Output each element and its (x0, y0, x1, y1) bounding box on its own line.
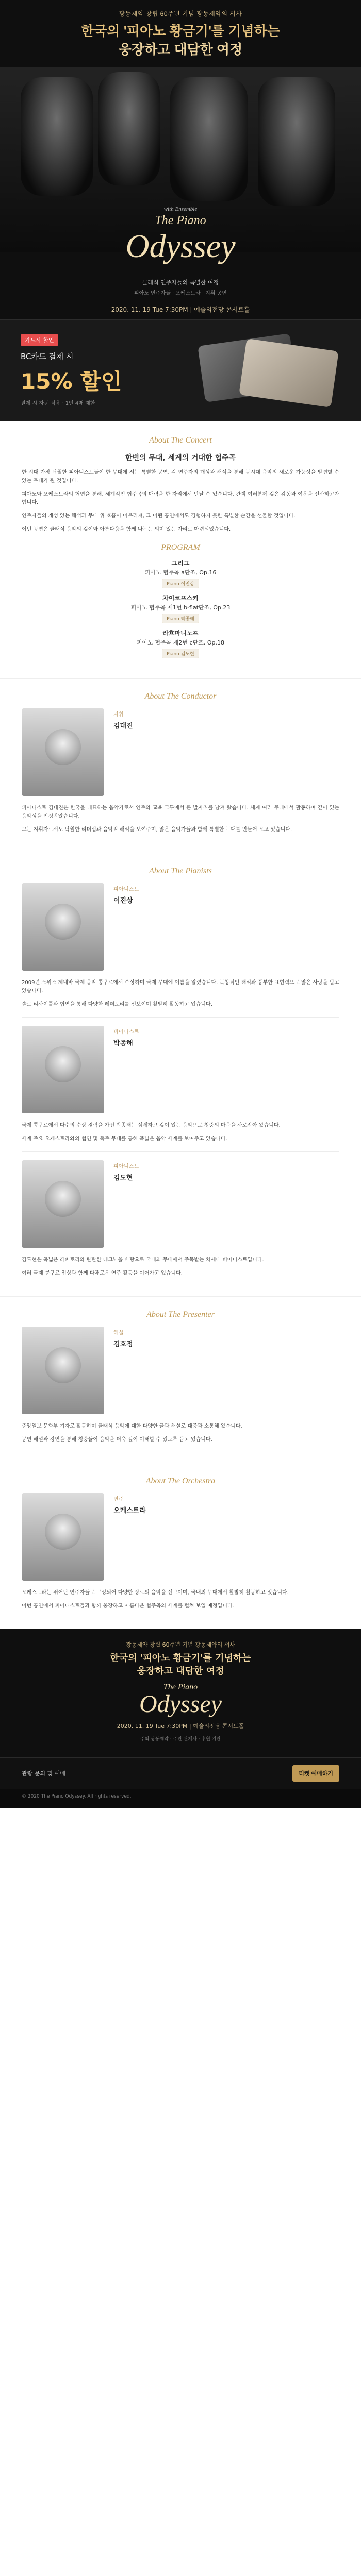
discount-section (0, 319, 361, 421)
concert-headline: 한번의 무대, 세계의 거대한 협주곡 (125, 454, 236, 462)
tail-headline-line-1: 한국의 '피아노 황금기'를 기념하는 (110, 1653, 251, 1664)
concert-paragraph: 피아노와 오케스트라의 협연을 통해, 세계적인 협주곡의 매력을 한 자리에서 만날 수 있습니다. 관객 여러분께 깊은 감동과 여운을 선사하고자 합니다. (22, 492, 339, 505)
person-role: 피아니스트 (113, 1164, 140, 1170)
hero-ensemble-label: with Ensemble (163, 206, 198, 212)
conductor-section (0, 678, 361, 853)
program-item (22, 594, 339, 623)
program-item (22, 558, 339, 588)
performer-photo-1 (21, 77, 93, 196)
discount-note: 결제 시 자동 적용 · 1인 4매 제한 (21, 401, 95, 406)
discount-text (21, 334, 184, 406)
tail-top-line: 광동제약 창립 60주년 기념 광동제약의 서사 (125, 1641, 236, 1648)
concert-paragraph: 연주자들의 개성 있는 해석과 무대 위 호흡이 어우러져, 그 어떤 공연에서도 경험하지 못한 특별한 순간을 선물할 것입니다. (22, 513, 296, 519)
person-role: 지휘 (113, 712, 124, 718)
orchestra-paragraph: 이번 공연에서 피아니스트들과 함께 웅장하고 아름다운 협주곡의 세계를 펼쳐 보일 예정입니다. (22, 1603, 234, 1609)
program-composer: 그리그 (171, 560, 190, 567)
program-piece: 피아노 협주곡 제2번 c단조, Op.18 (137, 639, 224, 646)
person-name: 오케스트라 (113, 1507, 146, 1515)
pianist-card (22, 1026, 339, 1113)
conductor-paragraph: 그는 지휘자로서도 탁월한 리더십과 음악적 해석을 보여주며, 많은 음악가들과 함께 특별한 무대를 만들어 오고 있습니다. (22, 827, 292, 833)
orchestra-paragraph: 오케스트라는 뛰어난 연주자들로 구성되어 다양한 장르의 음악을 선보이며, 국내외 무대에서 활발히 활동하고 있습니다. (22, 1590, 289, 1596)
tail-date: 2020. 11. 19 Tue 7:30PM | 예술의전당 콘서트홀 (117, 1723, 244, 1730)
discount-percent: 15% 할인 (21, 369, 122, 394)
conductor-info (113, 708, 339, 730)
hero-headline (0, 22, 361, 59)
pianist-paragraph: 세계 주요 오케스트라와의 협연 및 독주 무대를 통해 폭넓은 음악 세계를 보여주고 있습니다. (22, 1136, 227, 1142)
hero-headline-line-1: 한국의 '피아노 황금기'를 기념하는 (81, 23, 280, 39)
orchestra-info (113, 1493, 339, 1515)
pianists-section (0, 853, 361, 1296)
program-piece: 피아노 협주곡 제1번 b-flat단조, Op.23 (130, 604, 231, 611)
pianist-paragraph: 여러 국제 콩쿠르 입상과 함께 다채로운 연주 활동을 이어가고 있습니다. (22, 1270, 183, 1276)
performer-photo-3 (170, 77, 248, 201)
pianist-paragraph: 김도현은 폭넓은 레퍼토리와 탄탄한 테크닉을 바탕으로 국내외 무대에서 주목받는 차세대 피아니스트입니다. (22, 1257, 264, 1263)
pianist-info (113, 1160, 339, 1182)
concert-paragraph: 한 시대 가장 탁월한 피아니스트들이 한 무대에 서는 특별한 공연. 각 연주자의 개성과 해석을 통해 동시대 음악의 새로운 가능성을 발견할 수 있는 무대가 될 것입니다. (22, 470, 339, 484)
hero-credits: 피아노 연주자들 · 오케스트라 · 지휘 공연 (134, 291, 227, 296)
person-name: 이진상 (113, 897, 133, 905)
presenter-paragraph: 공연 해설과 강연을 통해 청중들이 음악을 더욱 깊이 이해할 수 있도록 돕고 있습니다. (22, 1437, 212, 1443)
divider (22, 1151, 339, 1152)
tail-brand (22, 1683, 339, 1717)
orchestra-title: About The Orchestra (145, 1477, 216, 1485)
brand-small: The Piano (155, 214, 206, 227)
hero-top-line: 광동제약 창립 60주년 기념 광동제약의 서사 (119, 10, 242, 18)
performer-photo-4 (258, 77, 335, 206)
discount-title: BC카드 결제 시 (21, 352, 74, 361)
performer-photo-2 (98, 72, 160, 185)
ticket-button[interactable]: 티켓 예매하기 (292, 1765, 339, 1782)
conductor-title: About The Conductor (144, 692, 217, 701)
brand-big: Odyssey (125, 228, 236, 264)
conductor-photo (22, 708, 104, 796)
hero-headline-line-2: 웅장하고 대담한 여정 (118, 42, 243, 58)
program-composer: 라흐마니노프 (162, 630, 199, 637)
hero-section (0, 0, 361, 319)
person-name: 김도현 (113, 1174, 133, 1182)
person-role: 피아니스트 (113, 887, 140, 892)
person-name: 박종해 (113, 1040, 133, 1047)
ticket-label: 관람 문의 및 예매 (22, 1770, 65, 1777)
pianist-photo (22, 1026, 104, 1113)
concert-section (0, 421, 361, 678)
footer: © 2020 The Piano Odyssey. All rights reserved. (0, 1789, 361, 1808)
program-composer: 차이코프스키 (162, 595, 199, 602)
pianist-info (113, 883, 339, 905)
person-role: 피아니스트 (113, 1029, 140, 1035)
presenter-section (0, 1296, 361, 1463)
card-visual (196, 340, 340, 401)
conductor-card (22, 708, 339, 796)
orchestra-section (0, 1463, 361, 1629)
person-name: 김호정 (113, 1341, 133, 1348)
program-player-badge: Piano 이진상 (162, 579, 199, 588)
concert-title: About The Concert (149, 436, 212, 445)
pianist-info (113, 1026, 339, 1047)
program-player-badge: Piano 김도현 (162, 649, 199, 658)
orchestra-card (22, 1493, 339, 1581)
person-name: 김대진 (113, 722, 133, 730)
tail-footer: 주최 광동제약 · 주관 관계사 · 후원 기관 (140, 1737, 221, 1742)
program-item (22, 629, 339, 658)
presenter-photo (22, 1327, 104, 1414)
presenter-title: About The Presenter (146, 1310, 215, 1319)
program-player-badge: Piano 박종해 (162, 614, 199, 623)
pianist-card (22, 883, 339, 971)
hero-brand (0, 214, 361, 263)
presenter-info (113, 1327, 339, 1348)
conductor-paragraph: 피아니스트 김대진은 한국을 대표하는 음악가로서 연주와 교육 모두에서 큰 발자취를 남겨 왔습니다. 세계 여러 무대에서 활동하며 깊이 있는 음악성을 인정받았습니다. (22, 805, 339, 819)
hero-subtitle: 클래식 연주자들의 특별한 여정 (142, 279, 219, 286)
pianist-paragraph: 2009년 스위스 제네바 국제 음악 콩쿠르에서 수상하며 국제 무대에 이름을 알렸습니다. 독창적인 해석과 풍부한 표현력으로 많은 사랑을 받고 있습니다. (22, 980, 339, 994)
pianist-paragraph: 솔로 리사이틀과 협연을 통해 다양한 레퍼토리를 선보이며 활발히 활동하고 있습니다. (22, 1002, 212, 1007)
person-role: 해설 (113, 1330, 124, 1336)
tail-brand-small: The Piano (163, 1683, 198, 1692)
pianist-photo (22, 1160, 104, 1248)
program-title: PROGRAM (161, 543, 200, 552)
tail-section (0, 1629, 361, 1757)
presenter-paragraph: 중앙일보 문화부 기자로 활동하며 클래식 음악에 대한 다양한 글과 해설로 대중과 소통해 왔습니다. (22, 1423, 242, 1429)
ticket-bar (0, 1757, 361, 1789)
credit-card-graphic (239, 338, 339, 408)
concert-paragraph: 이번 공연은 클래식 음악의 깊이와 아름다움을 함께 나누는 의미 있는 자리로 마련되었습니다. (22, 527, 231, 532)
program-piece: 피아노 협주곡 a단조, Op.16 (144, 569, 217, 576)
pianist-paragraph: 국제 콩쿠르에서 다수의 수상 경력을 가진 박종해는 섬세하고 깊이 있는 음악으로 청중의 마음을 사로잡아 왔습니다. (22, 1123, 281, 1128)
pianists-title: About The Pianists (149, 867, 212, 875)
pianist-card (22, 1160, 339, 1248)
pianist-photo (22, 883, 104, 971)
discount-badge: 카드사 할인 (21, 334, 58, 346)
hero-date: 2020. 11. 19 Tue 7:30PM | 예술의전당 콘서트홀 (111, 306, 250, 313)
tail-brand-big: Odyssey (139, 1690, 222, 1718)
presenter-card (22, 1327, 339, 1414)
person-role: 연주 (113, 1497, 124, 1502)
orchestra-photo (22, 1493, 104, 1581)
tail-headline (22, 1652, 339, 1677)
tail-headline-line-2: 웅장하고 대담한 여정 (137, 1666, 224, 1677)
divider (22, 1017, 339, 1018)
